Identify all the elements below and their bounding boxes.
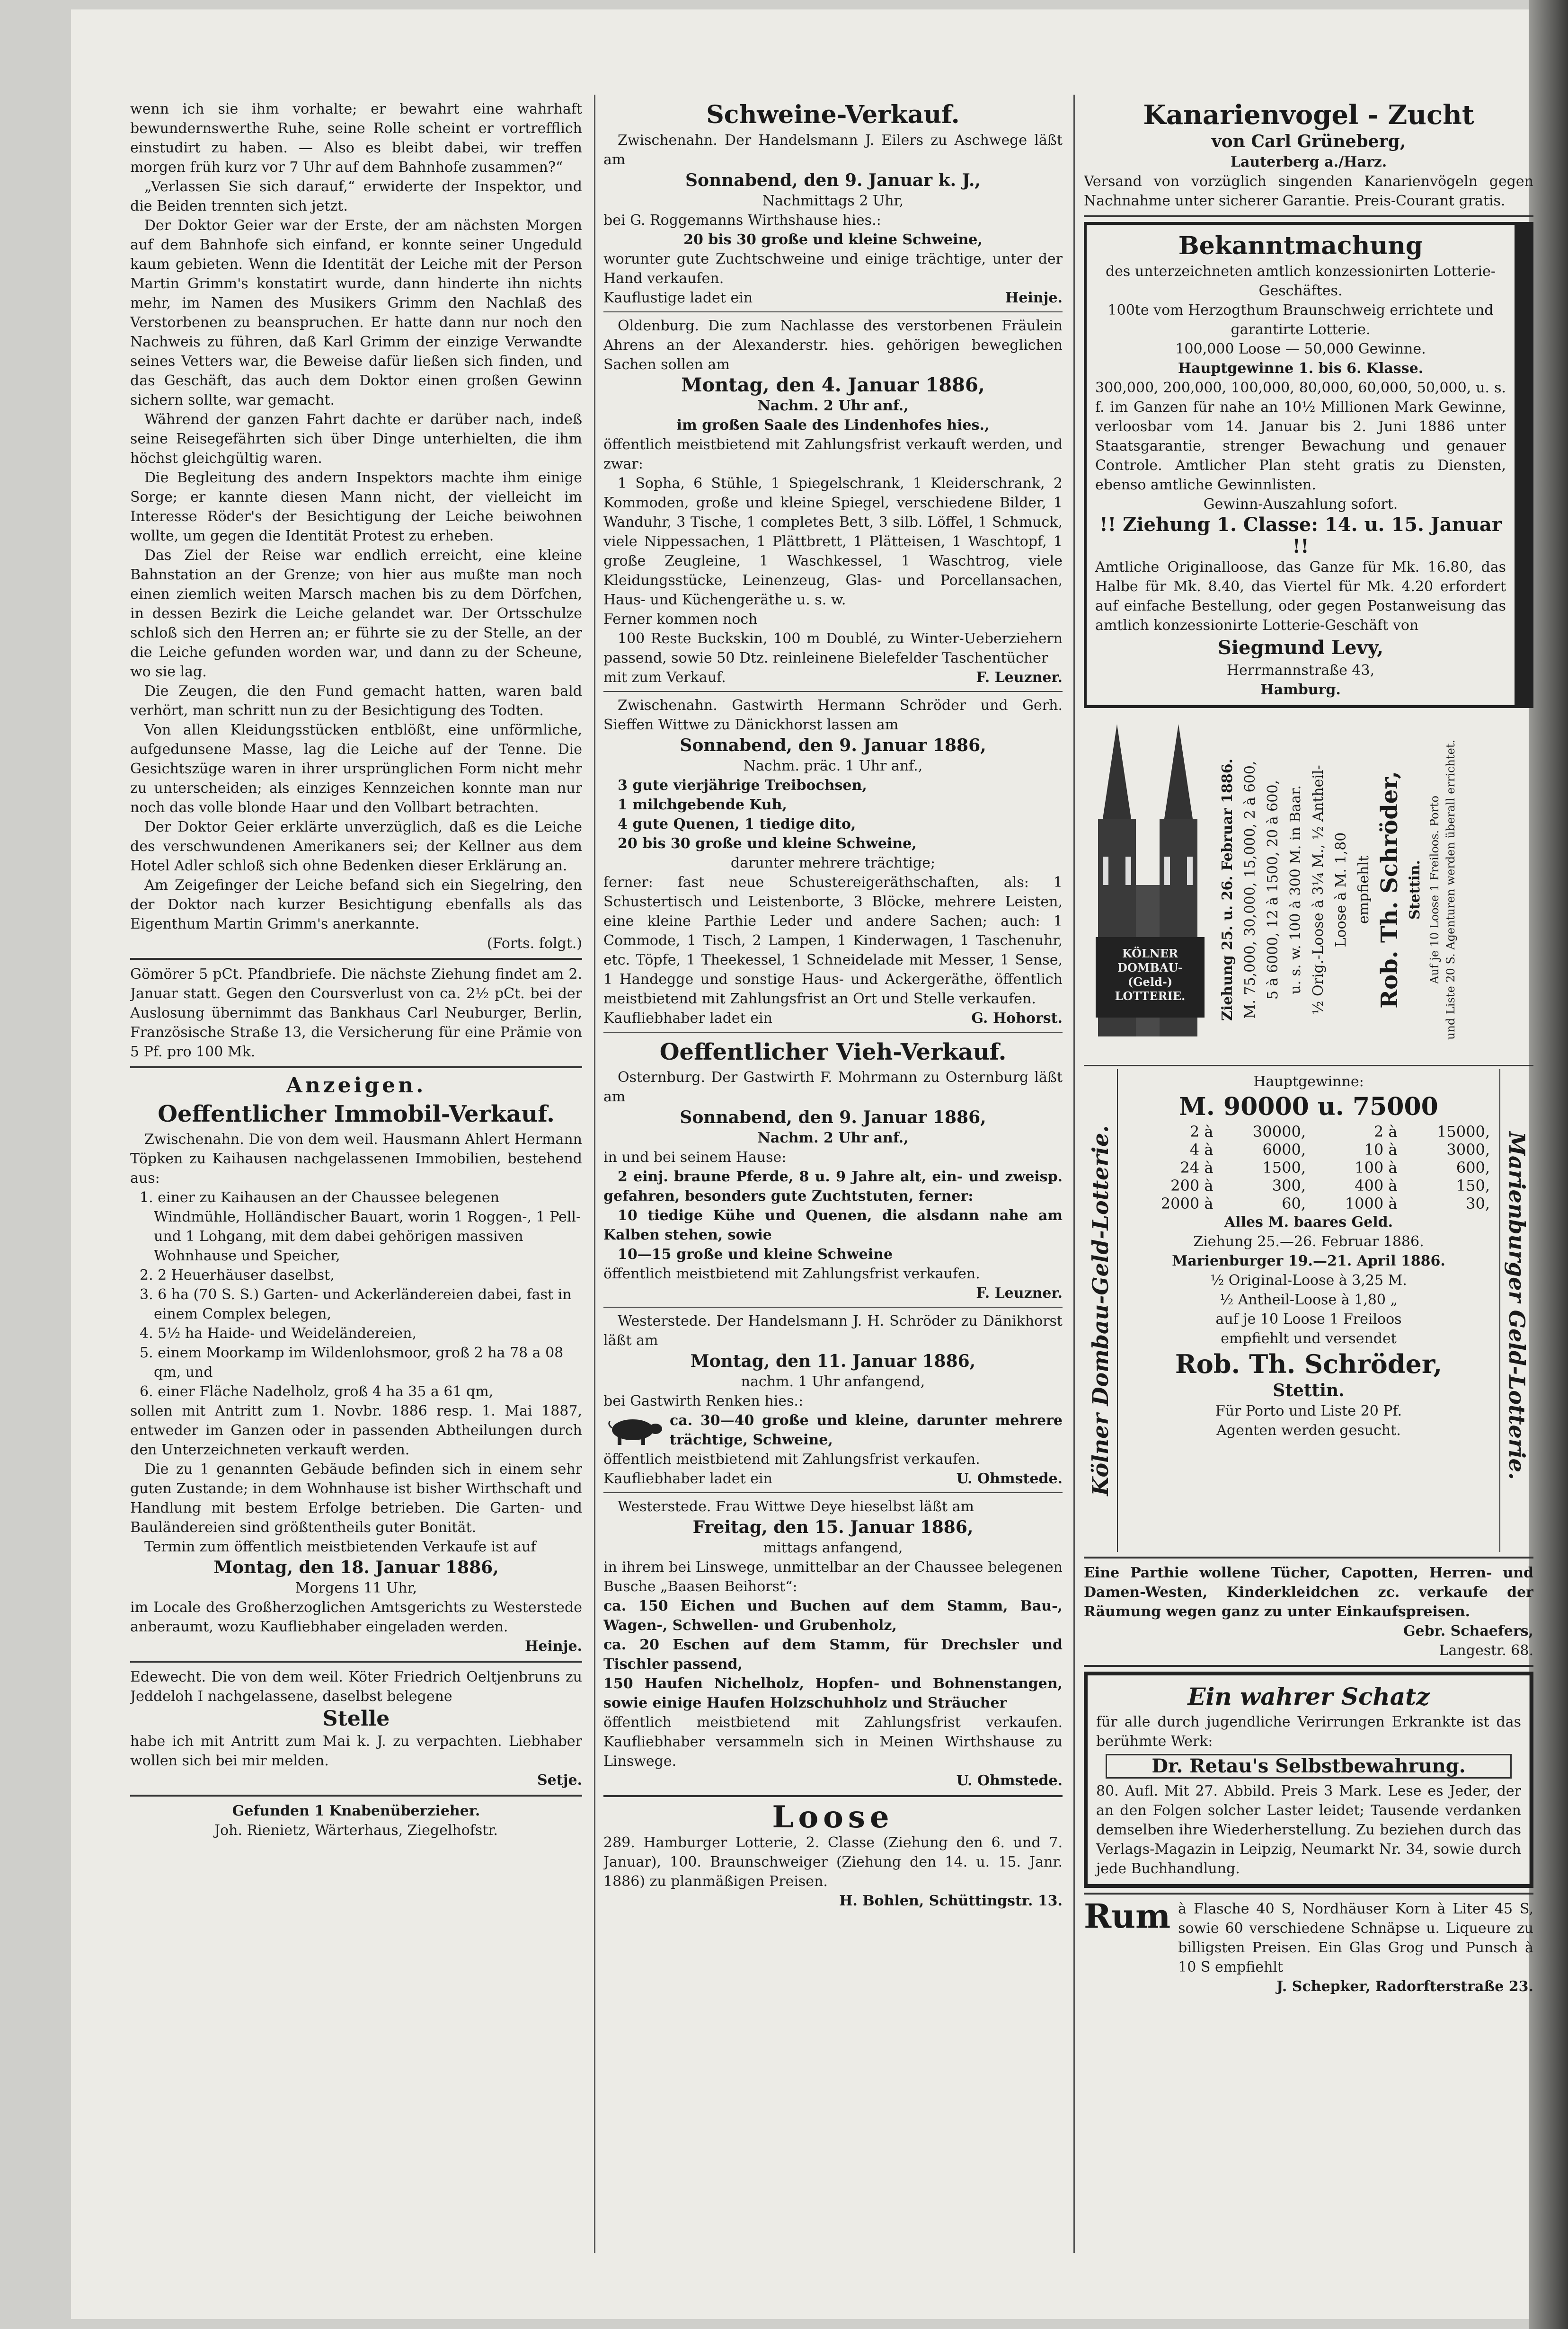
west1-place: bei Gastwirth Renken hies.: (603, 1393, 804, 1409)
dombau-line: Ziehung 25. u. 26. Februar 1886. (1219, 758, 1236, 1021)
schwein-sign-line (603, 288, 1063, 308)
schwein-date: Sonnabend, den 9. Januar k. J., (685, 170, 981, 190)
schwein-text: worunter gute Zuchtschweine und einige trächtige, unter der Hand verkaufen. (603, 251, 1063, 287)
rum-text: à Flasche 40 S, Nordhäuser Korn à Liter 45 S, sowie 60 verschiedene Schnäpse u. Liqueure zu billigsten Preisen. Ein Glas Grog und Punsch à 10 S empfiehlt (1178, 1901, 1533, 1975)
bekanntmachung-box (1084, 222, 1533, 708)
marienburger-side-right (1499, 1069, 1533, 1552)
table-row (1125, 1123, 1493, 1141)
bek-sub: des unterzeichneten amtlich konzessionirten Lotterie-Geschäftes. (1105, 263, 1496, 299)
cell: 2000 à (1160, 1195, 1214, 1213)
story-paragraph: Das Ziel der Reise war endlich erreicht, eine kleine Bahnstation an der Grenze; von hier aus mußte man noch einen ziemlich weiten Marsch machen bis zu dem Dörfchen, in dessen Bezirk die Leiche gelandet war. Der Ortsschulze schloß sich den Herren an; er führte sie zu der Stelle, an der die Leiche gefunden worden war, und dann zu der Scheune, wo sie lag. (130, 547, 582, 680)
mar-porto: Für Porto und Liste 20 Pf. (1215, 1403, 1402, 1419)
zw2-offer: 20 bis 30 große und kleine Schweine, (618, 835, 917, 852)
list-item: 1. einer zu Kaihausen an der Chaussee belegenen Windmühle, Holländischer Bauart, worin 1 Roggen-, 1 Pell- und 1 Lohgang, mit dem dabei gehörigen massiven Wohnhause und Speicher, (140, 1189, 581, 1264)
marienburger-side-left (1084, 1069, 1118, 1552)
column-left (130, 99, 582, 2248)
sign-label: mit zum Verkauf. (603, 669, 726, 686)
immobil-title: Oeffentlicher Immobil-Verkauf. (158, 1101, 555, 1127)
mar-baar: Alles M. baares Geld. (1224, 1214, 1393, 1231)
immobil-place: im Locale des Großherzoglichen Amtsgerichts zu Westerstede anberaumt, wozu Kaufliebhaber eingeladen werden. (130, 1599, 582, 1635)
table-row (1125, 1195, 1493, 1213)
dombau-line: u. s. w. 100 à 300 M. in Baar. (1287, 785, 1304, 994)
immobil-text: sollen mit Antritt zum 1. Novbr. 1886 resp. 1. Mai 1887, entweder im Ganzen oder in passenden Abtheilungen durch den Unterzeichneten verkauft werden. (130, 1403, 582, 1458)
vieh-date: Sonnabend, den 9. Januar 1886, (680, 1107, 986, 1127)
sign-label: Kaufliebhaber ladet ein (603, 1010, 772, 1027)
divider (603, 1795, 1063, 1797)
zw2-offer: 4 gute Quenen, 1 tiedige dito, (618, 816, 856, 832)
story-paragraph: Die Zeugen, die den Fund gemacht hatten, waren bald verhört, man schritt nun zu der Besichtigung des Todten. (130, 683, 582, 719)
dombau-line: 5 à 6000, 12 à 1500, 20 à 600, (1265, 780, 1281, 1000)
west1-offer: ca. 30—40 große und kleine, darunter mehrere trächtige, Schweine, (670, 1412, 1063, 1448)
sign-label: Kaufliebhaber ladet ein (603, 1470, 772, 1487)
tuecher-notice: Eine Parthie wollene Tücher, Capotten, Herren- und Damen-Westen, Kinderkleidchen zc. verkaufe der Räumung wegen ganz zu unter Einkaufspreisen. (1084, 1565, 1533, 1620)
kanarien-title: Kanarienvogel - Zucht (1143, 99, 1474, 131)
rum-signature: J. Schepker, Radorfterstraße 23. (1276, 1978, 1533, 1995)
zw2-text: ferner: fast neue Schustereigeräthschaften, als: 1 Schustertisch und Leistenborte, 3 Blöcke, mehrere Leisten, eine kleine Parthie Leder und andere Sachen; auch: 1 Commode, 1 Tisch, 2 Lampen, 1 Kinderwagen, 1 Taschenuhr, etc. Töpfe, 1 Theekessel, 1 Schneidelade mit Messer, 1 Sense, 1 Handegge und sonstige Haus- und Ackergeräthe, öffentlich meistbietend mit Zahlungsfrist an Ort und Stelle verkaufen. (603, 874, 1063, 1007)
list-item: 5. einem Moorkamp im Wildenlohsmoor, groß 2 ha 78 a 08 qm, und (140, 1345, 564, 1381)
cell: 4 à (1189, 1141, 1214, 1159)
list-item: 2. 2 Heuerhäuser daselbst, (140, 1267, 335, 1284)
loose-text: 289. Hamburger Lotterie, 2. Classe (Ziehung den 6. und 7. Januar), 100. Braunschweiger (Ziehung den 14. u. 15. Janr. 1886) zu planmäßigen Preisen. (603, 1834, 1063, 1890)
loose-signature: H. Bohlen, Schüttingstr. 13. (839, 1893, 1063, 1909)
west2-text: öffentlich meistbietend mit Zahlungsfrist verkaufen. Kaufliebhaber versammeln sich in Meinen Wirthshause zu Linswege. (603, 1714, 1063, 1770)
side-title-right: Marienburger Geld-Lotterie. (1504, 1132, 1530, 1480)
zw2-offer: 1 milchgebende Kuh, (618, 797, 787, 813)
stelle-text: habe ich mit Antritt zum Mai k. J. zu verpachten. Liebhaber wollen sich bei mir melden. (130, 1733, 582, 1769)
signature: F. Leuzner. (976, 669, 1063, 686)
edewecht-notice: Edewecht. Die von dem weil. Köter Friedrich Oeltjenbruns zu Jeddeloh I nachgelassene, daselbst belegene (130, 1669, 582, 1705)
divider (1084, 215, 1533, 217)
mar-ziehung: Marienburger 19.—21. April 1886. (1172, 1253, 1445, 1269)
divider (1084, 1665, 1533, 1667)
stelle-signature: Setje. (537, 1772, 582, 1789)
column-middle (603, 99, 1063, 2248)
mar-big: M. 90000 u. 75000 (1179, 1092, 1438, 1121)
table-row (1125, 1159, 1493, 1177)
marienburger-ad (1084, 1069, 1533, 1552)
cell: 600, (1456, 1159, 1490, 1177)
immobil-intro: Zwischenahn. Die von dem weil. Hausmann Ahlert Hermann Töpken zu Kaihausen nachgelassenen Immobilien, bestehend aus: (130, 1131, 582, 1187)
vieh-title: Oeffentlicher Vieh-Verkauf. (659, 1039, 1007, 1065)
column-rule (1073, 95, 1075, 2253)
bek-ziehung: !! Ziehung 1. Classe: 14. u. 15. Januar !! (1099, 514, 1502, 558)
west2-item: ca. 150 Eichen und Buchen auf dem Stamm, Bau-, Wagen-, Schwellen- und Grubenholz, (603, 1598, 1063, 1634)
immobil-text: Termin zum öffentlich meistbietenden Verkaufe ist auf (144, 1539, 536, 1555)
west1-offer-row (603, 1411, 1063, 1450)
signature: Heinje. (1005, 290, 1063, 306)
immobil-signature: Heinje. (524, 1638, 582, 1655)
cell: 150, (1456, 1177, 1490, 1195)
rum-title: Rum (1084, 1896, 1171, 1936)
tuecher-addr: Langestr. 68. (1439, 1642, 1533, 1659)
old-items: 1 Sopha, 6 Stühle, 1 Spiegelschrank, 1 Kleiderschrank, 2 Kommoden, große und kleine Spiegel, verschiedene Bilder, 1 Wanduhr, 3 Tische, 1 completes Bett, 3 silb. Löffel, 1 Schmuck, viele Nippessachen, 1 Plättbrett, 1 Plätteisen, 1 Waschtopf, 1 große Zeugleine, 1 Waschkessel, 1 Waschtrog, viele Kleidungsstücke, Leinenzeug, Glas- und Porcellansachen, Haus- und Küchengeräthe u. s. w. (603, 475, 1063, 608)
kanarien-place: Lauterberg a./Harz. (1230, 154, 1387, 170)
bek-text: 300,000, 200,000, 100,000, 80,000, 60,000, 50,000, u. s. f. im Ganzen für nahe an 10½ Millionen Mark Gewinne, verloosbar vom 14. Januar bis 2. Juni 1886 unter Staatsgarantie, strenger Bewachung und genauer Controle. Amtlicher Plan steht gratis zu Diensten, ebenso amtliche Gewinnlisten. (1095, 380, 1506, 493)
old-date: Montag, den 4. Januar 1886, (681, 374, 985, 396)
west2-date: Freitag, den 15. Januar 1886, (692, 1517, 974, 1537)
bek-text: 100te vom Herzogthum Braunschweig errichtete und garantirte Lotterie. (1107, 302, 1494, 338)
found-notice: Gefunden 1 Knabenüberzieher. (232, 1803, 480, 1819)
divider (130, 1795, 582, 1797)
cell: 100 à (1355, 1159, 1398, 1177)
immobil-date: Montag, den 18. Januar 1886, (213, 1558, 499, 1577)
mar-name: Rob. Th. Schröder, (1175, 1349, 1443, 1379)
schatz-box (1084, 1672, 1533, 1888)
schwein-title: Schweine-Verkauf. (706, 100, 960, 129)
vieh-signature: F. Leuzner. (976, 1285, 1063, 1302)
side-title-left: Kölner Dombau-Geld-Lotterie. (1088, 1125, 1113, 1496)
vieh-offer: 10—15 große und kleine Schweine (618, 1246, 893, 1263)
dombau-ad (1084, 715, 1533, 1066)
cell: 2 à (1373, 1123, 1398, 1141)
mar-hg: Hauptgewinne: (1253, 1073, 1364, 1090)
vieh-place: in und bei seinem Hause: (603, 1149, 787, 1166)
cell: 30, (1466, 1195, 1490, 1213)
dombau-line: ½ Orig.-Loose à 3¼ M., ½ Antheil- (1310, 765, 1327, 1015)
schatz-title: Ein wahrer Schatz (1187, 1683, 1430, 1710)
cell: 300, (1272, 1177, 1306, 1195)
west1-date: Montag, den 11. Januar 1886, (690, 1351, 976, 1371)
vieh-intro: Osternburg. Der Gastwirth F. Mohrmann zu Osternburg läßt am (603, 1069, 1063, 1105)
immobil-text: Die zu 1 genannten Gebäude befinden sich in einem sehr guten Zustande; in dem Wohnhause ist bisher Wirthschaft und Handlung mit bestem Erfolge betrieben. Die Garten- und Bauländereien sind größtentheils guter Bonität. (130, 1461, 582, 1536)
bek-text: Amtliche Originalloose, das Ganze für Mk. 16.80, das Halbe für Mk. 8.40, das Viertel für Mk. 4.20 erfordert auf einfache Bestellung, oder gegen Postanweisung das amtlich konzessionirte Lotterie-Geschäft von (1095, 559, 1506, 634)
divider (603, 311, 1063, 312)
west2-text: in ihrem bei Linswege, unmittelbar an der Chaussee belegenen Busche „Baasen Beihorst“: (603, 1559, 1063, 1595)
west2-item: 150 Haufen Nichelholz, Hopfen- und Bohnenstangen, sowie einige Haufen Holzschuhholz und Sträucher (603, 1675, 1063, 1711)
divider (603, 1032, 1063, 1033)
cell: 15000, (1437, 1123, 1490, 1141)
cell: 24 à (1180, 1159, 1214, 1177)
west1-sign-line (603, 1469, 1063, 1488)
dombau-line: Auf je 10 Loose 1 Freiloos. Porto (1428, 796, 1441, 984)
mar-city: Stettin. (1273, 1381, 1345, 1400)
dombau-line: M. 75,000, 30,000, 15,000, 2 à 600, (1242, 761, 1258, 1019)
found-contact: Joh. Rienietz, Wärterhaus, Ziegelhofstr. (214, 1822, 498, 1839)
goemoer-notice: Gömörer 5 pCt. Pfandbriefe. Die nächste Ziehung findet am 2. Januar statt. Gegen den Coursverlust von ca. 2½ pCt. bei der Auslosung übernimmt das Bankhaus Carl Neuburger, Berlin, Französische Straße 13, die Versicherung für eine Prämie von 5 Pf. pro 100 Mk. (130, 966, 582, 1060)
cell: 1500, (1262, 1159, 1306, 1177)
cell: 10 à (1364, 1141, 1398, 1159)
story-paragraph: Während der ganzen Fahrt dachte er darüber nach, indeß seine Reisegefährten sich über Dinge unterhielten, die ihm höchst gleichgültig waren. (130, 411, 582, 467)
immobil-time: Morgens 11 Uhr, (295, 1580, 417, 1596)
cell: 2 à (1189, 1123, 1214, 1141)
kanarien-text: Versand von vorzüglich singenden Kanarienvögeln gegen Nachnahme unter sicherer Garantie. Preis-Courant gratis. (1084, 173, 1533, 209)
schwein-time: Nachmittags 2 Uhr, (762, 193, 904, 209)
story-paragraph: Von allen Kleidungsstücken entblößt, eine unförmliche, aufgedunsene Masse, lag die Leiche auf der Tenne. Die Gesichtszüge waren in ihrer ursprünglichen Form nicht mehr zu unterscheiden; als einziges Kennzeichen konnte man nur noch das volle blonde Haar und den Vollbart betrachten. (130, 722, 582, 816)
divider (130, 1661, 582, 1663)
zw2-sub: darunter mehrere trächtige; (730, 855, 936, 871)
list-item: 6. einer Fläche Nadelholz, groß 4 ha 35 a 61 qm, (140, 1383, 494, 1400)
cell: 6000, (1262, 1141, 1306, 1159)
story-continued: (Forts. folgt.) (487, 935, 582, 952)
dombau-vertical-text (1216, 715, 1533, 1065)
rum-ad (1084, 1896, 1533, 1977)
west2-item: ca. 20 Eschen auf dem Stamm, für Drechsler und Tischler passend, (603, 1637, 1063, 1673)
page-edge (1529, 0, 1568, 2329)
old-place: im großen Saale des Lindenhofes hies., (676, 417, 990, 434)
table-row (1125, 1141, 1493, 1159)
vieh-offer: 10 tiedige Kühe und Quenen, die alsdann nahe am Kalben stehen, sowie (603, 1207, 1063, 1243)
dombau-line: Loose à M. 1,80 (1333, 832, 1349, 948)
west1-intro: Westerstede. Der Handelsmann J. H. Schröder zu Dänikhorst läßt am (603, 1313, 1063, 1349)
cell: 30000, (1253, 1123, 1306, 1141)
signature: G. Hohorst. (971, 1010, 1063, 1027)
west2-signature: U. Ohmstede. (956, 1772, 1063, 1789)
mar-offer: ½ Original-Loose à 3,25 M. (1210, 1272, 1407, 1289)
mar-offer: ½ Antheil-Loose à 1,80 „ (1219, 1292, 1398, 1308)
section-heading-anzeigen: Anzeigen. (286, 1073, 426, 1098)
serial-story (130, 99, 582, 953)
cell: 3000, (1446, 1141, 1490, 1159)
pig-icon (603, 1414, 665, 1447)
story-paragraph: „Verlassen Sie sich darauf,“ erwiderte der Inspektor, und die Beiden trennten sich jetzt. (130, 178, 582, 214)
tuecher-signature: Gebr. Schaefers, (1403, 1623, 1533, 1639)
zw2-intro: Zwischenahn. Gastwirth Hermann Schröder und Gerh. Sieffen Wittwe zu Dänickhorst lassen am (603, 697, 1063, 733)
cell: 1000 à (1345, 1195, 1398, 1213)
schatz-text: 80. Aufl. Mit 27. Abbild. Preis 3 Mark. Lese es Jeder, der an den Folgen solcher Laster leidet; Tausende verdanken demselben ihre Wiederherstellung. Zu beziehen durch das Verlags-Magazin in Leipzig, Neumarkt Nr. 34, sowie durch jede Buchhandlung. (1096, 1783, 1521, 1877)
marienburger-body (1118, 1069, 1499, 1552)
dombau-name: Rob. Th. Schröder, (1376, 771, 1403, 1009)
column-right (1084, 99, 1533, 2248)
old-more-items: 100 Reste Buckskin, 100 m Doublé, zu Winter-Ueberziehern passend, sowie 50 Dtz. reinleinene Bielefelder Taschentücher (603, 630, 1063, 666)
sign-label: Kauflustige ladet ein (603, 290, 753, 306)
story-paragraph: wenn ich sie ihm vorhalte; er bewahrt eine wahrhaft bewundernswerthe Ruhe, seine Rolle scheint er vortrefflich einstudirt zu haben. — Also es bleibt dabei, wir treffen morgen früh kurz vor 7 Uhr auf dem Bahnhofe zusammen?“ (130, 101, 582, 176)
old-more: Ferner kommen noch (603, 611, 758, 628)
schatz-text: für alle durch jugendliche Verirrungen Erkrankte ist das berühmte Werk: (1096, 1714, 1521, 1750)
column-rule (594, 95, 595, 2253)
mar-ziehung: Ziehung 25.—26. Februar 1886. (1193, 1233, 1424, 1250)
story-paragraph: Der Doktor Geier erklärte unverzüglich, daß es die Leiche des verschwundenen Amerikaners sei; der Kellner aus dem Hotel Adler schloß sich ohne Bedenken dieser Erklärung an. (130, 819, 582, 874)
divider (603, 691, 1063, 692)
bek-title: Bekanntmachung (1178, 231, 1423, 260)
zw2-offer: 3 gute vierjährige Treibochsen, (618, 777, 867, 794)
table-row (1125, 1177, 1493, 1195)
divider (603, 1307, 1063, 1308)
zw2-time: Nachm. präc. 1 Uhr anf., (743, 758, 923, 774)
old-time: Nachm. 2 Uhr anf., (757, 398, 909, 414)
zw2-date: Sonnabend, den 9. Januar 1886, (680, 735, 986, 755)
bek-text: Gewinn-Auszahlung sofort. (1203, 496, 1398, 513)
vieh-text: öffentlich meistbietend mit Zahlungsfrist verkaufen. (603, 1266, 980, 1282)
cell: 200 à (1170, 1177, 1214, 1195)
divider (603, 1492, 1063, 1493)
old-text: öffentlich meistbietend mit Zahlungsfrist verkauft werden, und zwar: (603, 436, 1063, 472)
divider (130, 1066, 582, 1068)
story-paragraph: Am Zeigefinger der Leiche befand sich ein Siegelring, den der Doktor nach kurzer Besichtigung ebenfalls als das Eigenthum Martin Grimm's anerkannte. (130, 877, 582, 932)
divider (130, 958, 582, 960)
mar-offer: auf je 10 Loose 1 Freiloos (1215, 1311, 1402, 1328)
dombau-label: KÖLNER DOMBAU- (Geld-) LOTTERIE. (1115, 947, 1186, 1003)
old-sign-line (603, 668, 1063, 687)
bek-addr: Herrmannstraße 43, (1226, 662, 1375, 679)
vieh-time: Nachm. 2 Uhr anf., (757, 1130, 909, 1146)
bek-text: Hauptgewinne 1. bis 6. Klasse. (1178, 360, 1424, 377)
schatz-book: Dr. Retau's Selbstbewahrung. (1106, 1754, 1512, 1779)
story-paragraph: Der Doktor Geier war der Erste, der am nächsten Morgen auf dem Bahnhofe sich einfand, er konnte seiner Ungeduld kaum gebieten. Wenn die Identität der Leiche mit der Person Martin Grimm's konstatirt wurde, dann hinderte ihn nichts mehr, im Namen des Musikers Grimm den Nachlaß des Verstorbenen zu beanspruchen. Er hatte dann nur noch den Nachweis zu führen, daß Karl Grimm der einzige Verwandte seines Vetters war, die Beweise dafür ließen sich finden, und das Geschäft, das auch dem Doktor einen großen Gewinn sichern sollte, war gemacht. (130, 217, 582, 408)
divider (1084, 1557, 1533, 1559)
bek-name: Siegmund Levy, (1217, 637, 1384, 659)
west1-text: öffentlich meistbietend mit Zahlungsfrist verkaufen. (603, 1451, 980, 1468)
signature: U. Ohmstede. (956, 1470, 1063, 1487)
list-item: 4. 5½ ha Haide- und Weideländereien, (140, 1325, 417, 1342)
bek-text: 100,000 Loose — 50,000 Gewinne. (1175, 341, 1426, 357)
dombau-line: empfiehlt (1355, 855, 1372, 924)
divider (1084, 1893, 1533, 1895)
cell: 60, (1282, 1195, 1306, 1213)
story-paragraph: Die Begleitung des andern Inspektors machte ihm einige Sorge; er kannte diesen Mann nicht, der vielleicht im Interesse Röder's der Besichtigung der Leiche beiwohnen wollte, um gegen die Identität Protest zu erheben. (130, 469, 582, 544)
schwein-place: bei G. Roggemanns Wirthshause hies.: (603, 212, 881, 229)
mar-offer: empfiehlt und versendet (1221, 1330, 1397, 1347)
schwein-intro: Zwischenahn. Der Handelsmann J. Eilers zu Aschwege läßt am (603, 132, 1063, 168)
bek-city: Hamburg. (1260, 682, 1341, 698)
cathedral-illustration (1084, 715, 1216, 1065)
kanarien-sub: von Carl Grüneberg, (1211, 132, 1406, 151)
west1-time: nachm. 1 Uhr anfangend, (741, 1373, 925, 1390)
cell: 400 à (1355, 1177, 1398, 1195)
prize-table (1125, 1123, 1493, 1213)
mar-agent: Agenten werden gesucht. (1216, 1422, 1401, 1439)
stelle-heading: Stelle (322, 1707, 390, 1731)
vieh-offer: 2 einj. braune Pferde, 8 u. 9 Jahre alt, ein- und zweisp. gefahren, besonders gute Zuchtstuten, ferner: (603, 1169, 1063, 1204)
list-item: 3. 6 ha (70 S. S.) Garten- und Ackerländereien dabei, fast in einem Complex belegen, (140, 1286, 572, 1322)
dombau-line: und Liste 20 S. Agenturen werden überall errichtet. (1444, 739, 1457, 1040)
loose-title: Loose (772, 1799, 894, 1835)
old-intro: Oldenburg. Die zum Nachlasse des verstorbenen Fräulein Ahrens an der Alexanderstr. hies. gehörigen beweglichen Sachen sollen am (603, 318, 1063, 373)
zw2-sign-line (603, 1009, 1063, 1028)
schwein-offer: 20 bis 30 große und kleine Schweine, (683, 231, 983, 248)
west2-intro: Westerstede. Frau Wittwe Deye hieselbst läßt am (618, 1498, 974, 1515)
west2-time: mittags anfangend, (763, 1540, 903, 1556)
immobil-list (130, 1188, 582, 1401)
dombau-city: Stettin. (1407, 860, 1423, 920)
